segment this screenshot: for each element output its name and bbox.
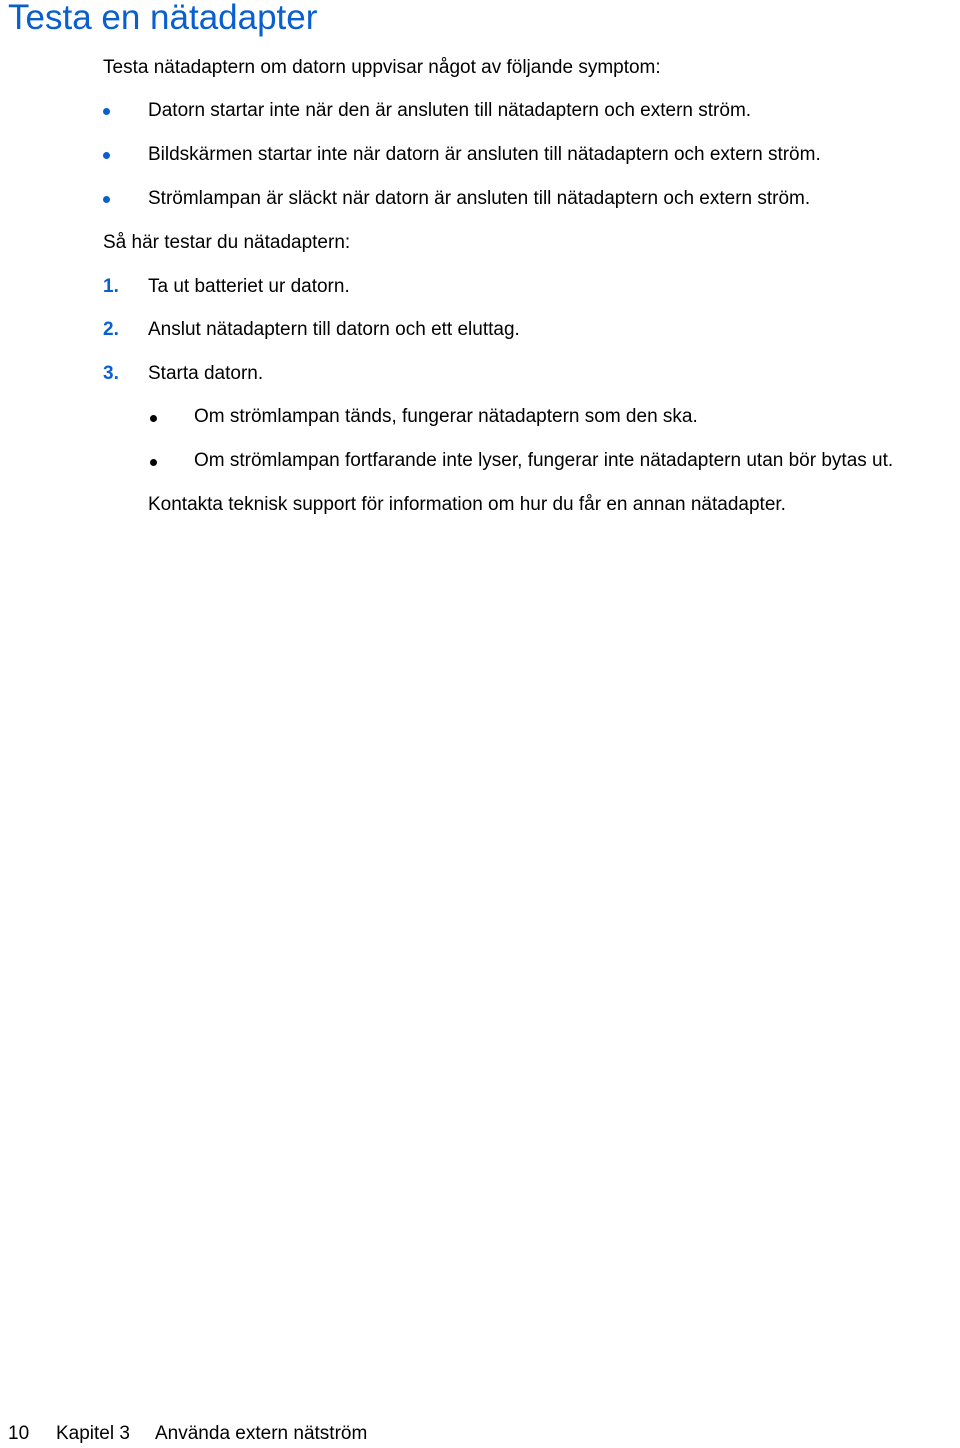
step-text: Anslut nätadaptern till datorn och ett eluttag. [148, 319, 520, 340]
footer-chapter: Kapitel 3 [56, 1423, 130, 1444]
bullet-icon [103, 196, 110, 203]
footer-chapter-title: Använda extern nätström [155, 1423, 368, 1444]
howto-text: Så här testar du nätadaptern: [103, 232, 351, 253]
symptom-item: Strömlampan är släckt när datorn är ansluten till nätadaptern och extern ström. [148, 188, 811, 209]
step-number: 3. [103, 363, 119, 384]
bullet-icon [150, 459, 157, 466]
contact-text: Kontakta teknisk support för information om hur du får en annan nätadapter. [148, 494, 786, 515]
bullet-icon [150, 415, 157, 422]
bullet-icon [103, 108, 110, 115]
substep-item: Om strömlampan fortfarande inte lyser, fungerar inte nätadaptern utan bör bytas ut. [194, 450, 894, 471]
page-number: 10 [8, 1423, 30, 1444]
step-text: Ta ut batteriet ur datorn. [148, 276, 350, 297]
page-title: Testa en nätadapter [8, 0, 318, 37]
bullet-icon [103, 152, 110, 159]
step-number: 2. [103, 319, 119, 340]
intro-text: Testa nätadaptern om datorn uppvisar något av följande symptom: [103, 57, 661, 78]
symptom-item: Bildskärmen startar inte när datorn är ansluten till nätadaptern och extern ström. [148, 144, 821, 165]
substep-item: Om strömlampan tänds, fungerar nätadaptern som den ska. [194, 406, 698, 427]
symptom-item: Datorn startar inte när den är ansluten till nätadaptern och extern ström. [148, 100, 752, 121]
step-text: Starta datorn. [148, 363, 264, 384]
step-number: 1. [103, 276, 119, 297]
